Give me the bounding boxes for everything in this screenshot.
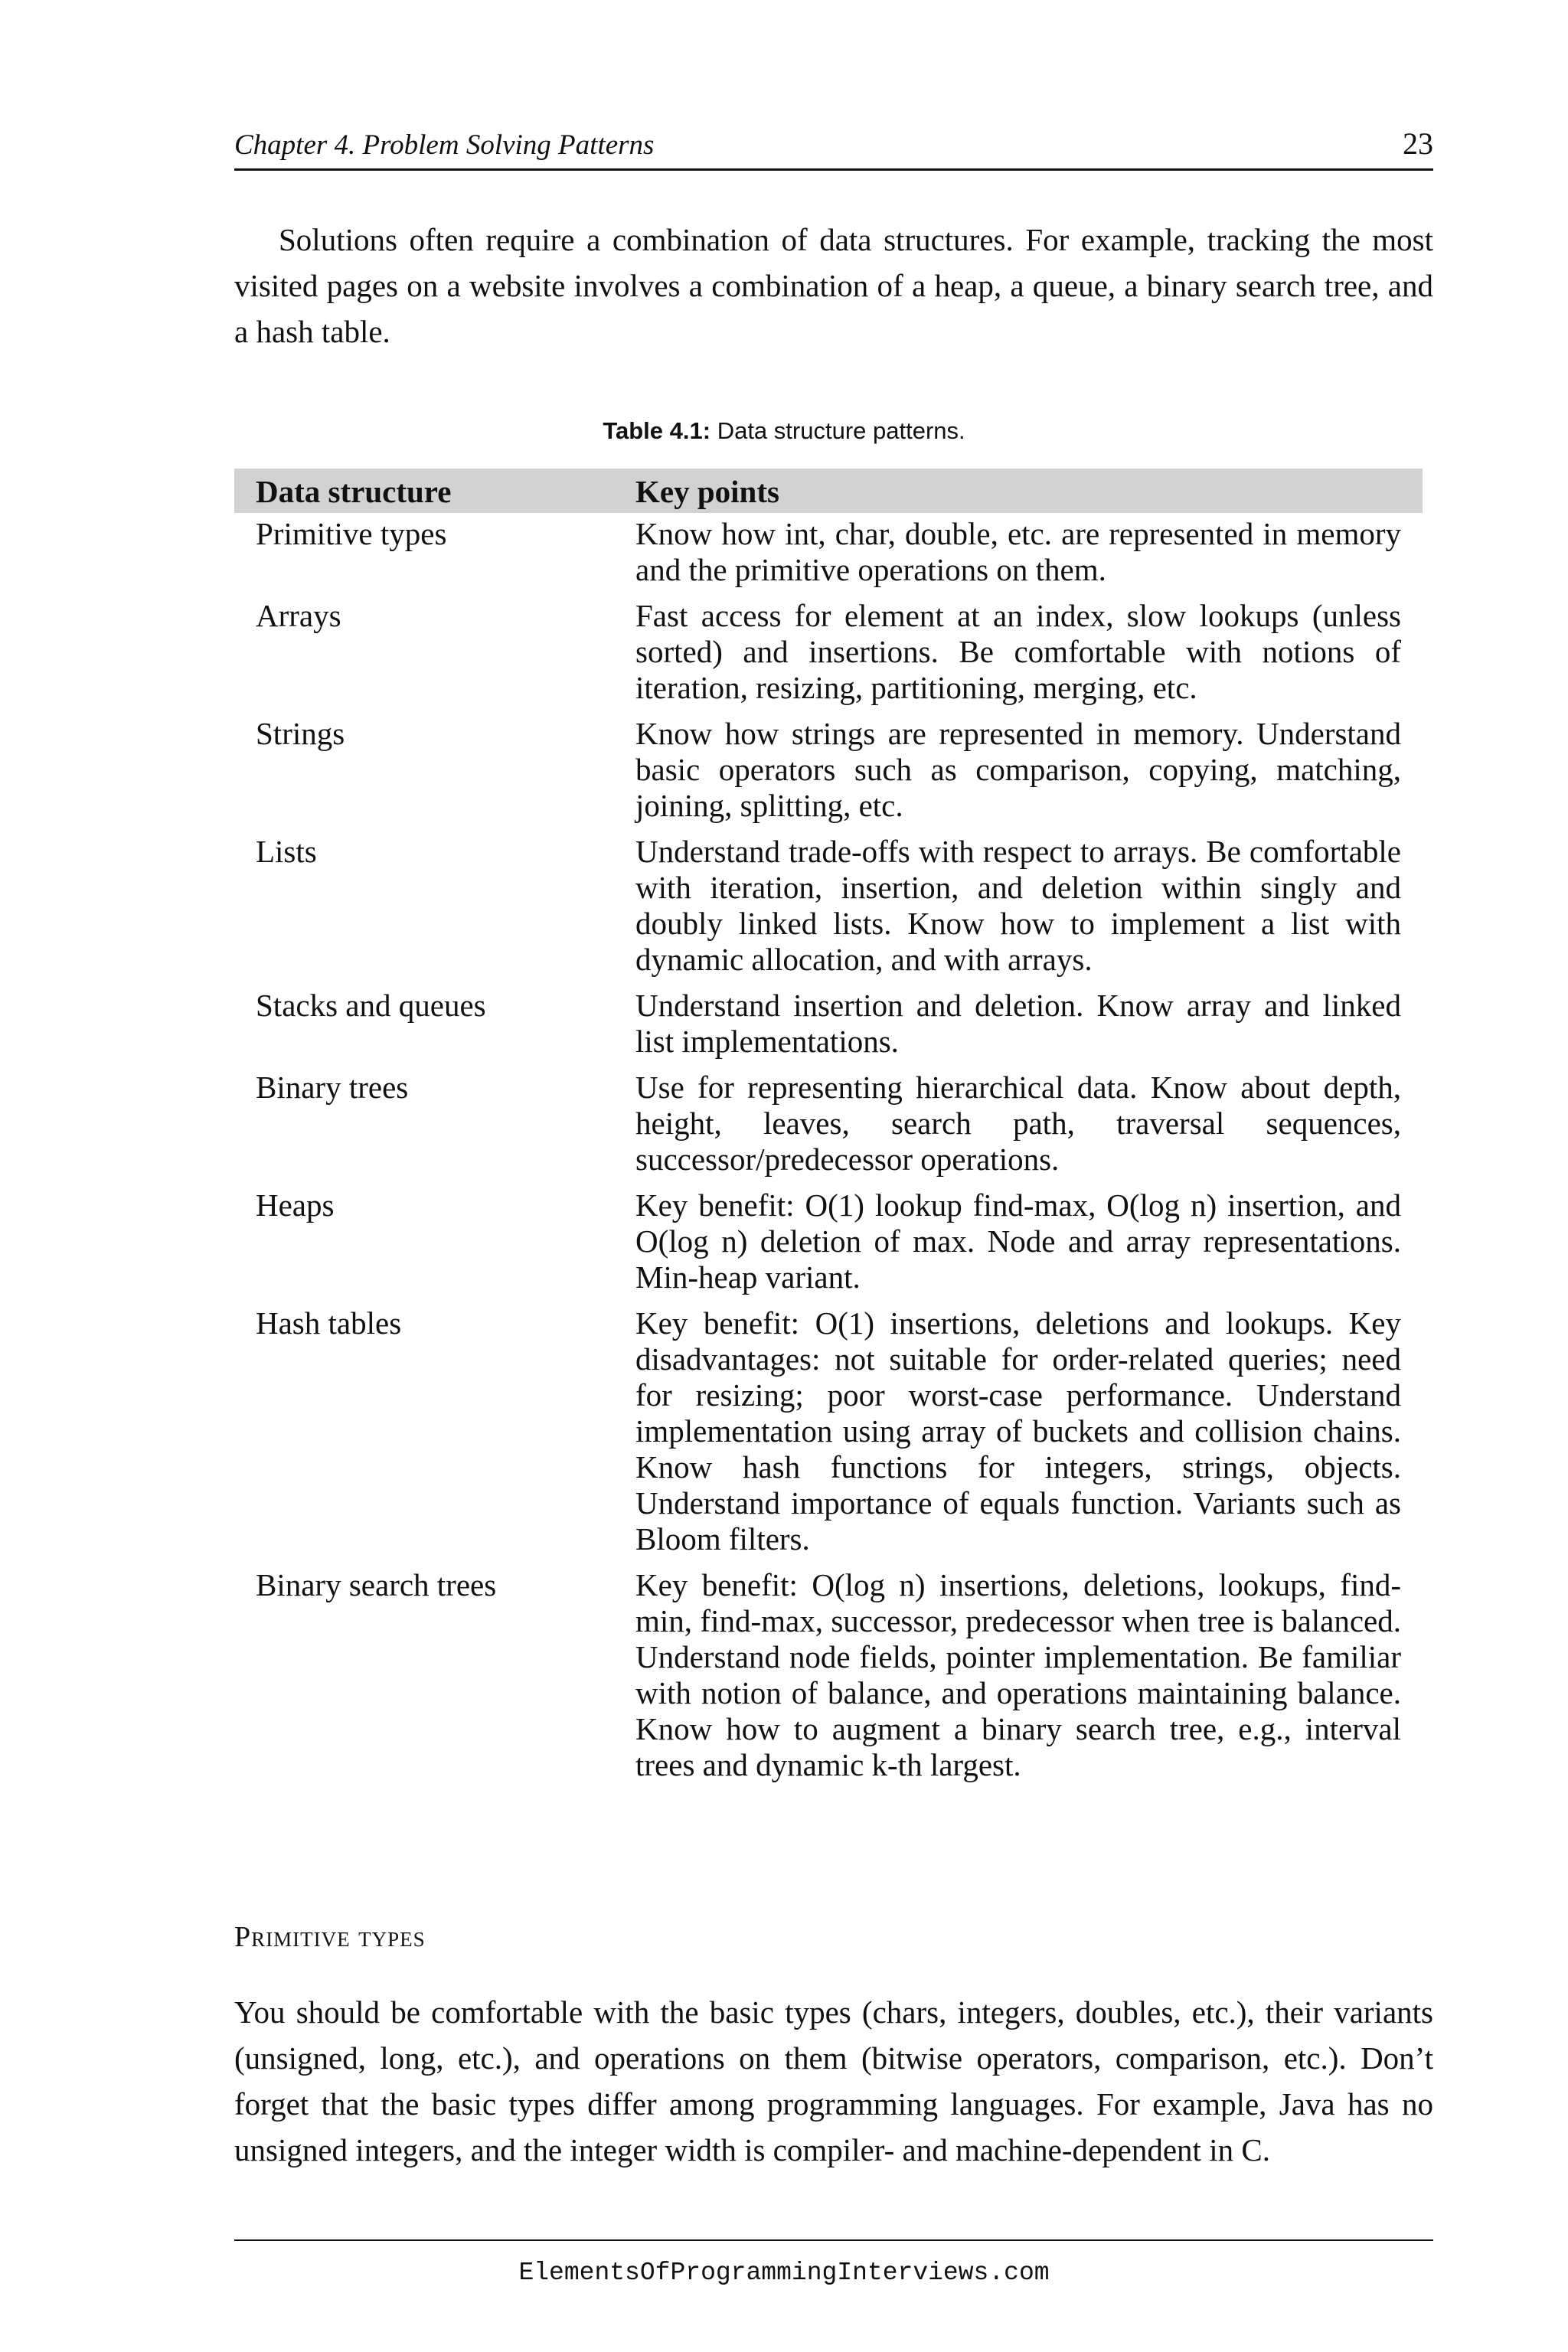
key-points-cell: Use for representing hierarchical data. Know about depth, height, leaves, search path, traversal sequences, successor/predecessor operations. xyxy=(635,1070,1401,1177)
key-points-cell: Key benefit: O(1) lookup find-max, O(log n) insertion, and O(log n) deletion of max. Node and array representations. Min-heap variant. xyxy=(635,1187,1401,1295)
footer-website: ElementsOfProgrammingInterviews.com xyxy=(518,2259,1050,2287)
structure-cell: Binary search trees xyxy=(256,1567,497,1602)
footer-divider xyxy=(234,2239,1433,2241)
column-header-key-points: Key points xyxy=(635,469,1423,513)
chapter-title: Chapter 4. Problem Solving Patterns xyxy=(234,129,655,161)
key-points-cell: Understand trade-offs with respect to arrays. Be comfortable with iteration, insertion, and deletion within singly and doubly linked lists. Know how to implement a list with dynamic allocation, and with arrays. xyxy=(635,834,1401,977)
structure-cell: Strings xyxy=(256,716,345,751)
structure-cell: Lists xyxy=(256,834,317,869)
structure-cell: Primitive types xyxy=(256,516,447,551)
table-row xyxy=(234,1070,1423,1187)
key-points-cell: Key benefit: O(log n) insertions, deletions, lookups, find-min, find-max, successor, predecessor when tree is balanced. Understand node fields, pointer implementation. Be familiar with notion of balance, and operations maintaining balance. Know how to augment a binary search tree, e.g., interval trees and dynamic k-th largest. xyxy=(635,1567,1401,1782)
structure-cell: Heaps xyxy=(256,1187,335,1223)
primitive-types-paragraph: You should be comfortable with the basic types (chars, integers, doubles, etc.), their variants (unsigned, long, etc.), and operations on them (bitwise operators, comparison, etc.). Don’t forget that the basic types differ among programming languages. For example, Java has no unsigned integers, and the integer width is compiler- and machine-dependent in C. xyxy=(234,1994,1433,2167)
page-number: 23 xyxy=(1403,126,1433,161)
intro-paragraph: Solutions often require a combination of data structures. For example, tracking the most visited pages on a website involves a combination of a heap, a queue, a binary search tree, and a hash table. xyxy=(234,222,1433,349)
table-caption xyxy=(0,417,1568,445)
data-structure-table xyxy=(234,469,1423,1793)
key-points-cell: Know how int, char, double, etc. are represented in memory and the primitive operations on them. xyxy=(635,516,1401,587)
table-caption-text: Data structure patterns. xyxy=(710,417,965,444)
table-header-row xyxy=(234,469,1423,513)
column-header-structure: Data structure xyxy=(234,469,635,513)
table-row xyxy=(234,716,1423,834)
key-points-cell: Understand insertion and deletion. Know array and linked list implementations. xyxy=(635,988,1401,1059)
structure-cell: Arrays xyxy=(256,598,341,633)
structure-cell: Stacks and queues xyxy=(256,988,486,1023)
table-caption-label: Table 4.1: xyxy=(603,417,711,444)
structure-cell: Binary trees xyxy=(256,1070,409,1105)
table-row xyxy=(234,1567,1423,1793)
table-row xyxy=(234,988,1423,1070)
key-points-cell: Know how strings are represented in memory. Understand basic operators such as comparison, copying, matching, joining, splitting, etc. xyxy=(635,716,1401,823)
key-points-cell: Fast access for element at an index, slow lookups (unless sorted) and insertions. Be comfortable with notions of iteration, resizing, partitioning, merging, etc. xyxy=(635,598,1401,705)
table-row xyxy=(234,834,1423,988)
key-points-cell: Key benefit: O(1) insertions, deletions and lookups. Key disadvantages: not suitable for order-related queries; need for resizing; poor worst-case performance. Understand implementation using array of buckets and collision chains. Know hash functions for integers, strings, objects. Understand importance of equals function. Variants such as Bloom filters. xyxy=(635,1305,1401,1557)
running-header xyxy=(234,122,1433,171)
table-row xyxy=(234,1305,1423,1567)
structure-cell: Hash tables xyxy=(256,1305,402,1341)
table-row xyxy=(234,1187,1423,1305)
table-row xyxy=(234,513,1423,598)
table-row xyxy=(234,598,1423,716)
section-heading-primitive-types: Primitive types xyxy=(234,1921,426,1953)
